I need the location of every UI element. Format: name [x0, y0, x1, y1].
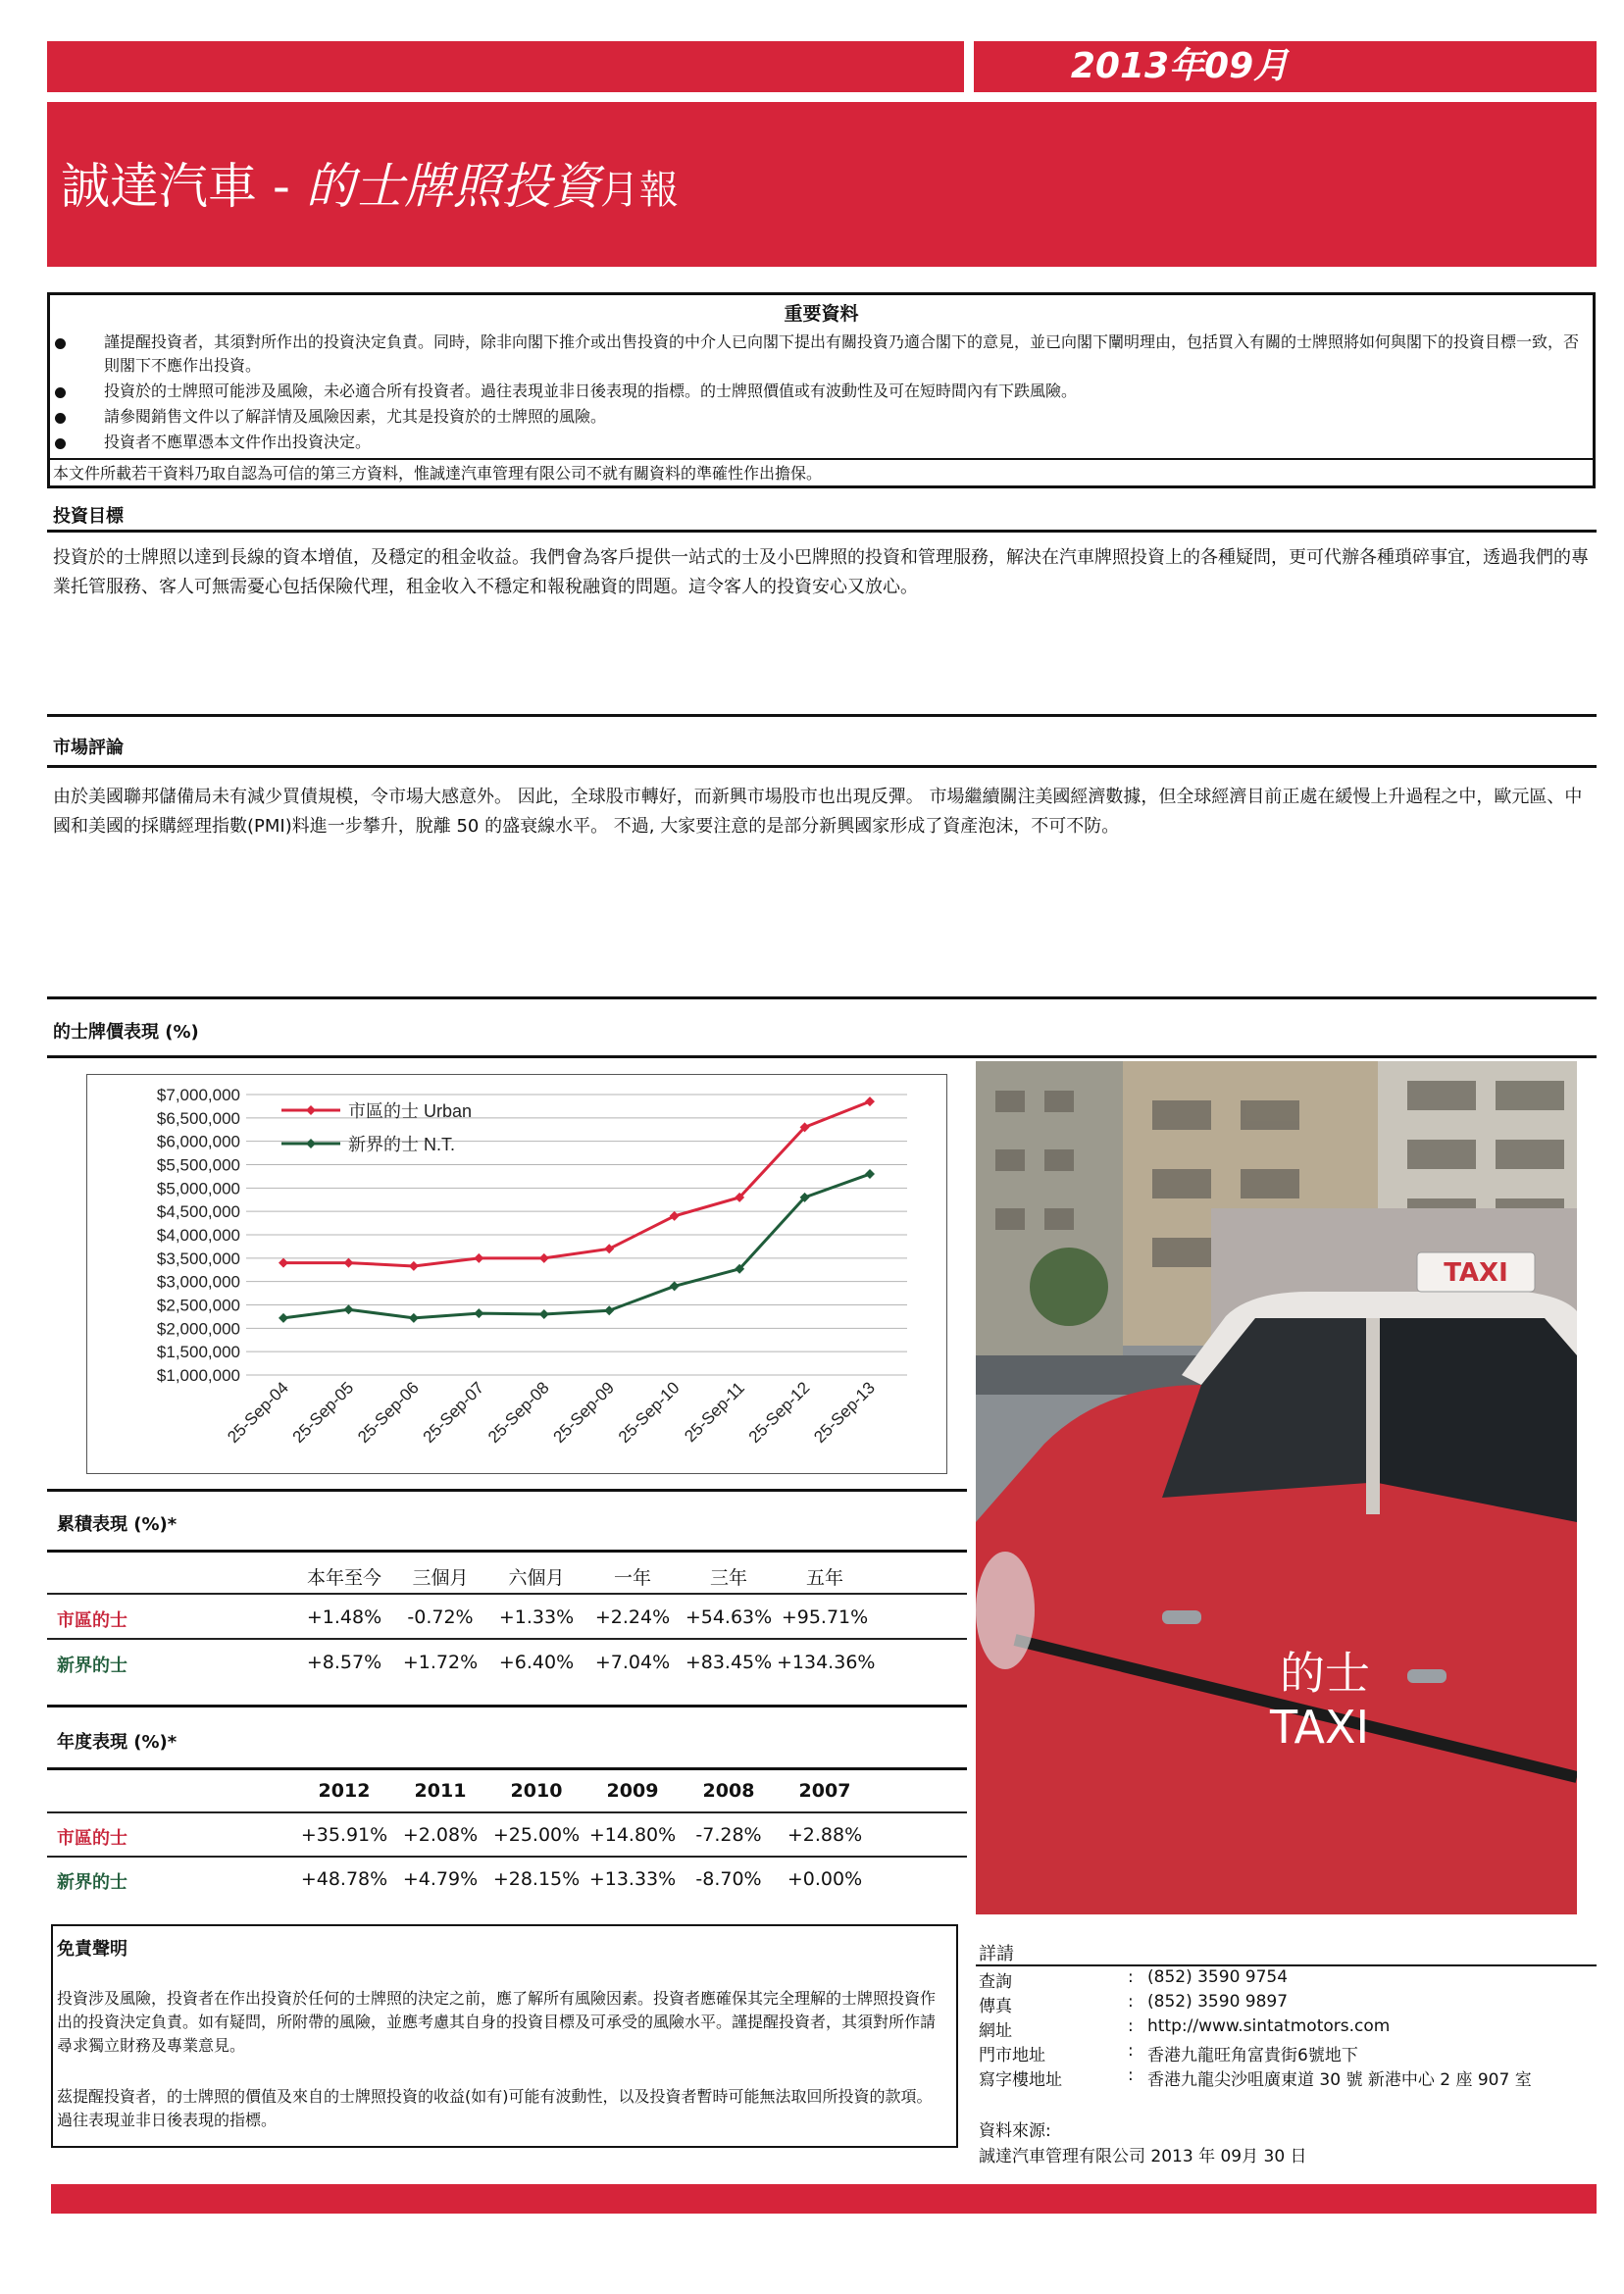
annual-row-rule	[47, 1856, 967, 1858]
ann-nt-2012: +48.78%	[300, 1868, 388, 1890]
door-text-chinese: 的士	[1280, 1647, 1370, 1700]
cum-urban-3y: +54.63%	[685, 1606, 773, 1628]
chart-x-tick	[289, 1378, 358, 1447]
chart-x-tick	[681, 1378, 748, 1446]
chart-y-tick-label: $6,000,000	[156, 1132, 240, 1151]
contact-label-shop: 門市地址	[979, 2046, 1045, 2065]
cum-urban-5y: +95.71%	[781, 1606, 869, 1628]
chart-y-tick-label: $4,500,000	[156, 1202, 240, 1222]
contact-heading: 詳請	[979, 1944, 1014, 1964]
chart-y-tick-label: $6,500,000	[156, 1108, 240, 1128]
chart-x-tick-label: 25-Sep-07	[419, 1378, 488, 1447]
ann-col-2007: 2007	[798, 1780, 851, 1802]
disclaimer-heading: 免責聲明	[57, 1939, 127, 1960]
ann-col-2008: 2008	[702, 1780, 755, 1802]
chart-y-tick-label: $3,000,000	[156, 1272, 240, 1292]
chart-top-rule	[47, 996, 1597, 999]
report-date: 2013年09月	[1070, 46, 1290, 86]
important-info-footnote: 本文件所載若干資料乃取自認為可信的第三方資料，惟誠達汽車管理有限公司不就有關資料的準確性作出擔保。	[53, 464, 823, 483]
chart-data-point	[409, 1313, 419, 1323]
chart-data-point	[539, 1253, 549, 1263]
market-text: 由於美國聯邦儲備局未有減少買債規模，令市場大感意外。 因此，全球股市轉好，而新興市場股市也出現反彈。 市場繼續關注美國經濟數據，但全球經濟目前正處在緩慢上升過程之中，歐元區、中國和美國的採購經理指數(PMI)料進一步攀升，脫離 50 的盛衰線水平。 不過, 大家要注意的是部分新興國家形成了資產泡沫，不可不防。	[53, 787, 1583, 837]
chart-data-point	[539, 1309, 549, 1319]
chart-series-line	[283, 1174, 870, 1318]
source-value: 誠達汽車管理有限公司 2013 年 09月 30 日	[979, 2147, 1307, 2167]
chart-x-tick	[745, 1378, 814, 1447]
cum-nt-1y: +7.04%	[594, 1652, 671, 1673]
contact-label-website: 網址	[979, 2021, 1012, 2041]
info-bullet: 請參閱銷售文件以了解詳情及風險因素，尤其是投資於的士牌照的風險。	[49, 405, 1579, 429]
contact-rule	[976, 1964, 1597, 1966]
objective-text: 投資於的士牌照以達到長線的資本增值，及穩定的租金收益。我們會為客戶提供一站式的士及小巴牌照的投資和管理服務，解決在汽車牌照投資上的各種疑問，更可代辦各種瑣碎事宜，透過我們的專業托管服務、客人可無需憂心包括保險代理，租金收入不穩定和報稅融資的問題。這令客人的投資安心又放心。	[53, 547, 1589, 597]
title-subject: 的士牌照投資	[305, 158, 600, 215]
ann-urban-2008: -7.28%	[695, 1824, 762, 1846]
cum-nt-3m: +1.72%	[402, 1652, 479, 1673]
cumulative-row-rule	[47, 1638, 967, 1640]
cum-urban-3m: -0.72%	[407, 1606, 474, 1628]
cum-nt-3y: +83.45%	[685, 1652, 773, 1673]
cum-col-6m: 六個月	[508, 1567, 565, 1589]
chart-rule	[47, 1055, 1597, 1058]
chart-data-point	[604, 1305, 614, 1315]
annual-heading: 年度表現 (%)*	[57, 1732, 178, 1753]
chart-y-tick-label: $5,000,000	[156, 1179, 240, 1198]
cumulative-top-rule	[47, 1489, 967, 1492]
cum-row-urban-label: 市區的士	[57, 1610, 127, 1631]
ann-urban-2009: +14.80%	[588, 1824, 677, 1846]
chart-data-point	[279, 1258, 288, 1268]
disclaimer-paragraph-1: 投資涉及風險，投資者在作出投資於任何的士牌照的決定之前，應了解所有風險因素。投資者應確保其完全理解的士牌照投資作出的投資決定負責。如有疑問，所附帶的風險，並應考慮其自身的投資目標及可承受的風險水平。謹提醒投資者，其須對所作請尋求獨立財務及專業意見。	[57, 1989, 937, 2055]
annual-header-rule	[47, 1811, 967, 1813]
chart-data-point	[343, 1258, 353, 1268]
contact-website-link[interactable]: http://www.sintatmotors.com	[1147, 2016, 1391, 2036]
chart-x-tick-label: 25-Sep-10	[614, 1378, 684, 1447]
chart-data-point	[474, 1253, 483, 1263]
info-bullet: 投資者不應單憑本文件作出投資決定。	[49, 431, 1579, 454]
chart-data-point	[865, 1096, 875, 1106]
chart-section-heading: 的士牌價表現 (%)	[53, 1022, 199, 1043]
chart-legend-label: 市區的士 Urban	[348, 1101, 473, 1121]
ann-urban-2010: +25.00%	[492, 1824, 581, 1846]
market-rule	[47, 765, 1597, 768]
title-company: 誠達汽車 -	[61, 158, 306, 215]
chart-data-point	[670, 1281, 680, 1291]
chart-y-tick-label: $2,500,000	[156, 1296, 240, 1315]
contact-colon: :	[1128, 2016, 1134, 2036]
info-bullet: 謹提醒投資者，其須對所作出的投資決定負責。同時，除非向閣下推介或出售投資的中介人已向閣下提出有關投資乃適合閣下的意見，並已向閣下闡明理由，包括買入有關的士牌照將如何與閣下的投資目標一致，否則閣下不應作出投資。	[49, 331, 1579, 378]
chart-series-line	[283, 1101, 870, 1266]
chart-data-point	[409, 1261, 419, 1271]
chart-x-tick-label: 25-Sep-05	[288, 1378, 358, 1447]
ann-row-urban-label: 市區的士	[57, 1828, 127, 1849]
chart-x-tick-label: 25-Sep-08	[484, 1378, 553, 1447]
chart-y-tick-label: $7,000,000	[156, 1086, 240, 1104]
ann-nt-2010: +28.15%	[492, 1868, 581, 1890]
cum-col-3m: 三個月	[412, 1567, 469, 1589]
market-heading: 市場評論	[53, 738, 124, 758]
cumulative-header-rule	[47, 1593, 967, 1595]
chart-x-tick	[549, 1378, 618, 1447]
chart-data-point	[670, 1211, 680, 1221]
chart-y-tick-label: $2,000,000	[156, 1319, 240, 1339]
source-label: 資料來源:	[979, 2121, 1051, 2141]
report-title	[61, 147, 679, 226]
title-suffix: 月報	[599, 168, 679, 213]
contact-colon: :	[1128, 1967, 1134, 1987]
chart-x-tick	[810, 1378, 879, 1447]
ann-row-nt-label: 新界的士	[57, 1872, 127, 1893]
info-bullet: 投資於的士牌照可能涉及風險，未必適合所有投資者。過往表現並非日後表現的指標。的士牌照價值或有波動性及可在短時間內有下跌風險。	[49, 380, 1579, 403]
chart-y-tick-label: $5,500,000	[156, 1155, 240, 1175]
ann-col-2012: 2012	[318, 1780, 371, 1802]
roof-sign-text: TAXI	[1444, 1258, 1508, 1288]
cum-nt-ytd: +8.57%	[306, 1652, 382, 1673]
chart-y-tick-label: $1,500,000	[156, 1343, 240, 1362]
ann-nt-2011: +4.79%	[402, 1868, 479, 1890]
chart-x-tick	[224, 1378, 292, 1447]
chart-x-tick-label: 25-Sep-13	[810, 1378, 879, 1447]
chart-x-tick	[484, 1378, 553, 1447]
cumulative-heading: 累積表現 (%)*	[57, 1514, 178, 1535]
cum-nt-6m: +6.40%	[498, 1652, 575, 1673]
contact-colon: :	[1128, 2065, 1134, 2085]
chart-x-tick-label: 25-Sep-12	[744, 1378, 814, 1447]
contact-label-office: 寫字樓地址	[979, 2070, 1062, 2090]
contact-colon: :	[1128, 1992, 1134, 2012]
cum-row-nt-label: 新界的士	[57, 1656, 127, 1676]
ann-col-2011: 2011	[414, 1780, 467, 1802]
annual-top-rule	[47, 1705, 967, 1708]
cum-col-5y: 五年	[805, 1567, 843, 1589]
cum-col-3y: 三年	[709, 1567, 747, 1589]
chart-data-point	[604, 1244, 614, 1253]
objective-heading: 投資目標	[53, 506, 124, 527]
important-info-divider	[47, 458, 1596, 460]
ann-nt-2008: -8.70%	[695, 1868, 762, 1890]
door-text-taxi: TAXI	[1270, 1701, 1370, 1754]
ann-urban-2012: +35.91%	[300, 1824, 388, 1846]
chart-legend-marker	[306, 1105, 316, 1115]
chart-x-tick-label: 25-Sep-09	[549, 1378, 619, 1447]
chart-x-tick-label: 25-Sep-11	[681, 1378, 748, 1447]
ann-col-2010: 2010	[510, 1780, 563, 1802]
contact-label-fax: 傳真	[979, 1997, 1012, 2016]
taxi-photo	[976, 1061, 1577, 1914]
important-info-list	[49, 331, 1579, 456]
price-chart	[86, 1074, 947, 1474]
header-bar-left	[47, 41, 964, 92]
cum-urban-ytd: +1.48%	[306, 1606, 382, 1628]
contact-fax: (852) 3590 9897	[1147, 1992, 1289, 2012]
chart-legend-marker	[306, 1139, 316, 1148]
annual-rule	[47, 1767, 967, 1770]
chart-data-point	[343, 1304, 353, 1314]
chart-data-point	[279, 1313, 288, 1323]
important-info-title: 重要資料	[784, 303, 859, 325]
contact-shop-address: 香港九龍旺角富貴街6號地下	[1147, 2046, 1358, 2065]
cum-col-1y: 一年	[613, 1567, 651, 1589]
chart-y-tick-label: $4,000,000	[156, 1226, 240, 1245]
market-top-rule	[47, 714, 1597, 717]
ann-urban-2007: +2.88%	[787, 1824, 863, 1846]
objective-rule	[47, 530, 1597, 533]
chart-x-tick	[615, 1378, 684, 1447]
contact-phone[interactable]: (852) 3590 9754	[1147, 1967, 1289, 1987]
price-chart-svg	[87, 1075, 946, 1473]
chart-data-point	[474, 1308, 483, 1318]
cum-col-ytd: 本年至今	[306, 1567, 381, 1589]
ann-urban-2011: +2.08%	[402, 1824, 479, 1846]
cum-urban-6m: +1.33%	[498, 1606, 575, 1628]
contact-office-address: 香港九龍尖沙咀廣東道 30 號 新港中心 2 座 907 室	[1147, 2070, 1532, 2090]
ann-col-2009: 2009	[606, 1780, 659, 1802]
cumulative-rule	[47, 1550, 967, 1553]
ann-nt-2007: +0.00%	[787, 1868, 863, 1890]
chart-x-tick-label: 25-Sep-06	[354, 1378, 423, 1447]
chart-y-tick-label: $3,500,000	[156, 1249, 240, 1268]
chart-y-tick-label: $1,000,000	[156, 1366, 240, 1385]
chart-data-point	[865, 1169, 875, 1179]
chart-x-tick	[420, 1378, 488, 1447]
footer-bar	[51, 2184, 1597, 2214]
cum-nt-5y: +134.36%	[777, 1652, 876, 1673]
chart-x-tick-label: 25-Sep-04	[224, 1378, 292, 1447]
disclaimer-paragraph-2: 茲提醒投資者，的士牌照的價值及來自的士牌照投資的收益(如有)可能有波動性，以及投資者暫時可能無法取回所投資的款項。過往表現並非日後表現的指標。	[57, 2087, 933, 2129]
ann-nt-2009: +13.33%	[588, 1868, 677, 1890]
chart-legend-label: 新界的士 N.T.	[348, 1135, 456, 1154]
chart-x-tick	[354, 1378, 423, 1447]
cum-urban-1y: +2.24%	[594, 1606, 671, 1628]
contact-label-phone: 查詢	[979, 1972, 1012, 1992]
taxi-photo-svg	[976, 1061, 1577, 1914]
contact-colon: :	[1128, 2041, 1134, 2061]
